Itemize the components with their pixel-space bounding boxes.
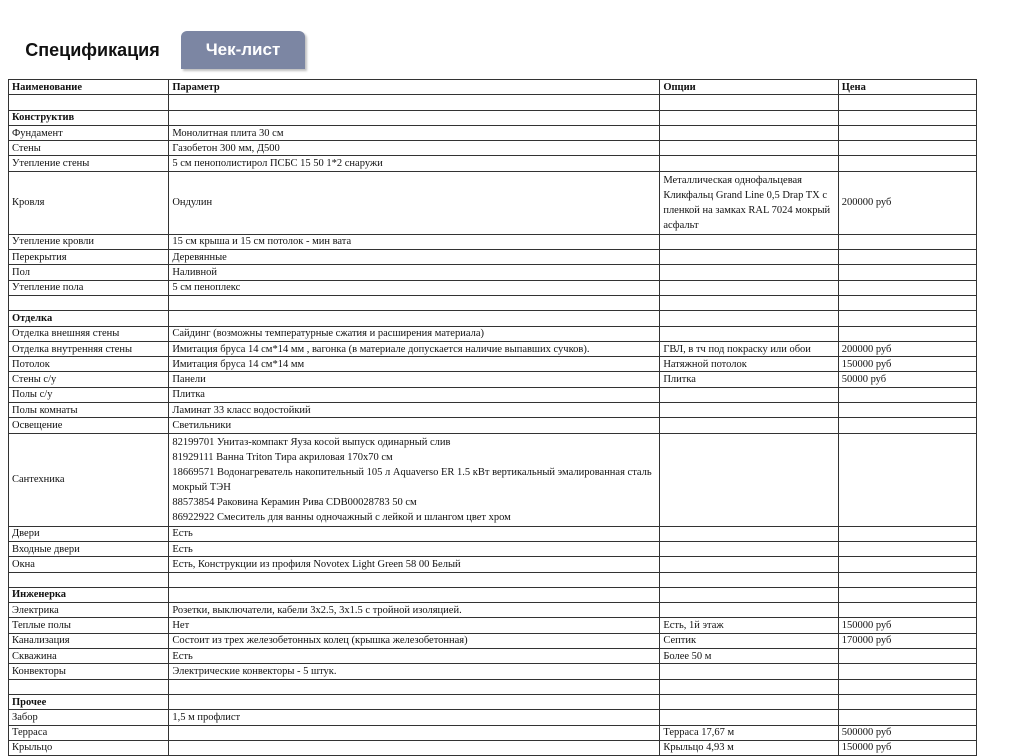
item-name-cell: Окна — [9, 557, 169, 572]
empty-cell — [9, 95, 169, 110]
table-row — [9, 664, 977, 679]
parameter-cell: Имитация бруса 14 см*14 мм , вагонка (в материале допускается наличие выпавших сучков). — [169, 341, 660, 356]
empty-cell — [838, 587, 976, 602]
price-cell: 50000 руб — [838, 372, 976, 387]
empty-cell — [660, 694, 838, 709]
price-cell — [838, 141, 976, 156]
option-cell — [660, 141, 838, 156]
table-row — [9, 341, 977, 356]
table-row — [9, 234, 977, 249]
empty-cell — [169, 95, 660, 110]
item-name-cell: Фундамент — [9, 125, 169, 140]
item-name-cell: Двери — [9, 526, 169, 541]
option-cell — [660, 664, 838, 679]
table-row — [9, 387, 977, 402]
price-cell — [838, 387, 976, 402]
option-cell: ГВЛ, в тч под покраску или обои — [660, 341, 838, 356]
table-row — [9, 372, 977, 387]
table-row — [9, 250, 977, 265]
parameter-cell: Розетки, выключатели, кабели 3х2.5, 3х1.5 с тройной изоляцией. — [169, 603, 660, 618]
parameter-cell: Есть — [169, 649, 660, 664]
parameter-cell — [169, 725, 660, 740]
price-cell: 150000 руб — [838, 740, 976, 755]
table-row — [9, 171, 977, 234]
option-cell — [660, 265, 838, 280]
option-cell — [660, 603, 838, 618]
table-row — [9, 326, 977, 341]
parameter-cell: Светильники — [169, 418, 660, 433]
parameter-cell: 1,5 м профлист — [169, 710, 660, 725]
empty-cell — [169, 679, 660, 694]
section-row — [9, 110, 977, 125]
item-name-cell: Освещение — [9, 418, 169, 433]
table-row — [9, 618, 977, 633]
empty-cell — [660, 572, 838, 587]
item-name-cell: Полы комнаты — [9, 403, 169, 418]
price-cell — [838, 557, 976, 572]
table-row — [9, 357, 977, 372]
empty-cell — [838, 572, 976, 587]
empty-row — [9, 95, 977, 110]
item-name-cell: Утепление кровли — [9, 234, 169, 249]
price-cell — [838, 649, 976, 664]
table-row — [9, 418, 977, 433]
parameter-cell: Сайдинг (возможны температурные сжатия и расширения материала) — [169, 326, 660, 341]
item-name-cell: Перекрытия — [9, 250, 169, 265]
option-cell — [660, 403, 838, 418]
table-row — [9, 740, 977, 755]
empty-cell — [169, 110, 660, 125]
price-cell — [838, 234, 976, 249]
item-name-cell: Входные двери — [9, 541, 169, 556]
parameter-cell: Нет — [169, 618, 660, 633]
item-name-cell: Потолок — [9, 357, 169, 372]
price-cell: 170000 руб — [838, 633, 976, 648]
option-cell — [660, 234, 838, 249]
table-row — [9, 265, 977, 280]
item-name-cell: Утепление пола — [9, 280, 169, 295]
parameter-cell: Есть — [169, 541, 660, 556]
item-name-cell: Скважина — [9, 649, 169, 664]
section-title: Прочее — [9, 694, 169, 709]
option-cell — [660, 710, 838, 725]
empty-row — [9, 679, 977, 694]
price-cell — [838, 280, 976, 295]
item-name-cell: Стены с/у — [9, 372, 169, 387]
table-row — [9, 541, 977, 556]
empty-cell — [169, 587, 660, 602]
option-cell: Терраса 17,67 м — [660, 725, 838, 740]
table-row — [9, 725, 977, 740]
price-cell — [838, 326, 976, 341]
table-row — [9, 603, 977, 618]
price-cell — [838, 403, 976, 418]
option-cell: Плитка — [660, 372, 838, 387]
empty-cell — [660, 295, 838, 310]
parameter-cell: Ондулин — [169, 171, 660, 234]
parameter-cell: Есть, Конструкции из профиля Novotex Light Green 58 00 Белый — [169, 557, 660, 572]
price-cell — [838, 156, 976, 171]
option-cell — [660, 557, 838, 572]
table-row — [9, 710, 977, 725]
option-cell — [660, 387, 838, 402]
empty-cell — [169, 694, 660, 709]
table-row — [9, 557, 977, 572]
option-cell — [660, 326, 838, 341]
table-row — [9, 156, 977, 171]
parameter-cell: Наливной — [169, 265, 660, 280]
parameter-cell: 82199701 Унитаз-компакт Яуза косой выпуск одинарный слив 81929111 Ванна Triton Тира акриловая 170х70 см 18669571 Водонагреватель накопительный 105 л Aquaverso ER 1.5 кВт вертикальный эмалированная сталь мокрый ТЭН 88573854 Раковина Керамин Рива CDB00028783 50 см 86922922 Смеситель для ванны одночажный с лейкой и шлангом цвет хром — [169, 433, 660, 526]
table-row — [9, 433, 977, 526]
empty-cell — [660, 95, 838, 110]
price-cell — [838, 710, 976, 725]
price-cell — [838, 664, 976, 679]
option-cell: Есть, 1й этаж — [660, 618, 838, 633]
parameter-cell: Деревянные — [169, 250, 660, 265]
table-header-row — [9, 80, 977, 95]
item-name-cell: Полы с/у — [9, 387, 169, 402]
tab-bar — [0, 0, 1023, 70]
item-name-cell: Канализация — [9, 633, 169, 648]
empty-cell — [838, 679, 976, 694]
option-cell: Металлическая однофальцевая Кликфальц Grand Line 0,5 Drap TX с пленкой на замках RAL 7024 мокрый асфальт — [660, 171, 838, 234]
price-cell — [838, 541, 976, 556]
item-name-cell: Электрика — [9, 603, 169, 618]
empty-cell — [838, 311, 976, 326]
price-cell — [838, 433, 976, 526]
table-row — [9, 649, 977, 664]
section-title: Конструктив — [9, 110, 169, 125]
item-name-cell: Сантехника — [9, 433, 169, 526]
empty-row — [9, 295, 977, 310]
specification-table — [8, 79, 977, 756]
column-header: Опции — [660, 80, 838, 95]
option-cell: Более 50 м — [660, 649, 838, 664]
parameter-cell: Электрические конвекторы - 5 штук. — [169, 664, 660, 679]
option-cell: Септик — [660, 633, 838, 648]
empty-cell — [660, 679, 838, 694]
price-cell: 500000 руб — [838, 725, 976, 740]
tab-checklist[interactable]: Чек-лист — [181, 31, 305, 69]
price-cell: 150000 руб — [838, 357, 976, 372]
empty-cell — [838, 95, 976, 110]
empty-cell — [838, 295, 976, 310]
parameter-cell: 5 см пеноплекс — [169, 280, 660, 295]
table-row — [9, 526, 977, 541]
parameter-cell: Газобетон 300 мм, Д500 — [169, 141, 660, 156]
parameter-cell — [169, 740, 660, 755]
empty-cell — [838, 694, 976, 709]
section-row — [9, 694, 977, 709]
section-row — [9, 587, 977, 602]
option-cell — [660, 125, 838, 140]
empty-row — [9, 572, 977, 587]
price-cell — [838, 265, 976, 280]
parameter-cell: Плитка — [169, 387, 660, 402]
empty-cell — [9, 295, 169, 310]
parameter-cell: 5 см пенополистирол ПСБС 15 50 1*2 снаружи — [169, 156, 660, 171]
parameter-cell: Есть — [169, 526, 660, 541]
parameter-cell: 15 см крыша и 15 см потолок - мин вата — [169, 234, 660, 249]
empty-cell — [838, 110, 976, 125]
item-name-cell: Отделка внешняя стены — [9, 326, 169, 341]
option-cell: Натяжной потолок — [660, 357, 838, 372]
empty-cell — [660, 110, 838, 125]
price-cell: 200000 руб — [838, 171, 976, 234]
section-title: Инженерка — [9, 587, 169, 602]
empty-cell — [660, 311, 838, 326]
table-row — [9, 403, 977, 418]
price-cell — [838, 603, 976, 618]
table-row — [9, 280, 977, 295]
price-cell — [838, 125, 976, 140]
option-cell — [660, 250, 838, 265]
section-row — [9, 311, 977, 326]
price-cell — [838, 418, 976, 433]
item-name-cell: Забор — [9, 710, 169, 725]
option-cell — [660, 418, 838, 433]
item-name-cell: Терраса — [9, 725, 169, 740]
empty-cell — [9, 572, 169, 587]
price-cell: 150000 руб — [838, 618, 976, 633]
parameter-cell: Панели — [169, 372, 660, 387]
item-name-cell: Конвекторы — [9, 664, 169, 679]
tab-specification[interactable]: Спецификация — [25, 40, 160, 60]
parameter-cell: Имитация бруса 14 см*14 мм — [169, 357, 660, 372]
item-name-cell: Утепление стены — [9, 156, 169, 171]
item-name-cell: Отделка внутренняя стены — [9, 341, 169, 356]
option-cell — [660, 156, 838, 171]
column-header: Параметр — [169, 80, 660, 95]
empty-cell — [169, 311, 660, 326]
option-cell — [660, 526, 838, 541]
section-title: Отделка — [9, 311, 169, 326]
parameter-cell: Монолитная плита 30 см — [169, 125, 660, 140]
option-cell: Крыльцо 4,93 м — [660, 740, 838, 755]
column-header: Цена — [838, 80, 976, 95]
price-cell: 200000 руб — [838, 341, 976, 356]
column-header: Наименование — [9, 80, 169, 95]
option-cell — [660, 541, 838, 556]
parameter-cell: Состоит из трех железобетонных колец (крышка железобетонная) — [169, 633, 660, 648]
empty-cell — [169, 572, 660, 587]
empty-cell — [169, 295, 660, 310]
option-cell — [660, 280, 838, 295]
item-name-cell: Теплые полы — [9, 618, 169, 633]
item-name-cell: Кровля — [9, 171, 169, 234]
table-row — [9, 141, 977, 156]
table-row — [9, 633, 977, 648]
option-cell — [660, 433, 838, 526]
item-name-cell: Пол — [9, 265, 169, 280]
empty-cell — [9, 679, 169, 694]
price-cell — [838, 250, 976, 265]
price-cell — [838, 526, 976, 541]
table-row — [9, 125, 977, 140]
parameter-cell: Ламинат 33 класс водостойкий — [169, 403, 660, 418]
empty-cell — [660, 587, 838, 602]
item-name-cell: Крыльцо — [9, 740, 169, 755]
item-name-cell: Стены — [9, 141, 169, 156]
